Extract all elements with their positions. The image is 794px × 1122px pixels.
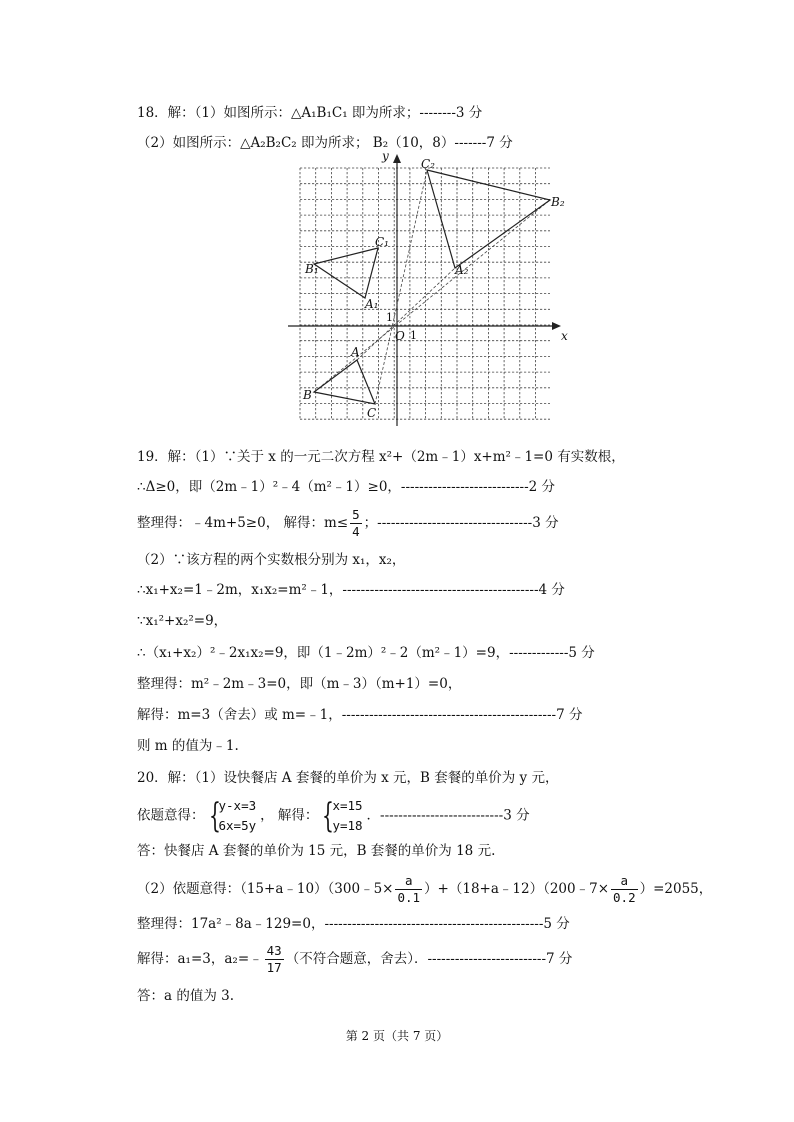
triangle-A1B1C1	[314, 248, 378, 298]
q19-line-6: ∵x₁²+x₂²=9，	[137, 613, 228, 629]
y-axis-label: y	[382, 149, 389, 163]
label-C1: C₁	[375, 235, 389, 249]
equation-system-2	[322, 796, 362, 836]
fraction-5-4	[350, 508, 362, 539]
q19-line-1: 19．解：（1）∵关于 x 的一元二次方程 x²+（2m﹣1）x+m²﹣1=0 有实数根，	[137, 449, 625, 465]
page-footer: 第 2 页（共 7 页）	[345, 1029, 449, 1043]
x-axis-arrow	[552, 322, 561, 330]
label-C2: C₂	[421, 157, 435, 171]
q20-line-3: 答：快餐店 A 套餐的单价为 15 元，B 套餐的单价为 18 元.	[137, 843, 496, 859]
q20-line-2-b: ， 解得：	[260, 807, 319, 824]
unit-x-label: 1	[410, 329, 417, 342]
q20-line-6	[137, 944, 572, 975]
brace-symbol: {	[322, 796, 335, 836]
coordinate-grid-figure	[285, 148, 575, 428]
origin-label: O	[395, 329, 405, 343]
triangle-ABC	[314, 360, 375, 404]
label-B2: B₂	[551, 195, 565, 209]
fraction-denominator: 0.1	[397, 890, 421, 905]
fraction-denominator: 0.2	[613, 890, 636, 905]
q20-line-6-a: 解得：a₁=3，a₂=﹣	[137, 951, 263, 967]
fraction-a-0.1	[395, 874, 422, 905]
q19-line-2: ∴Δ≥0，即（2m﹣1）²﹣4（m²﹣1）≥0，----------------------------2 分	[137, 479, 556, 495]
fraction-denominator: 4	[352, 524, 360, 539]
fraction-numerator: a	[620, 873, 629, 888]
fraction-numerator: 5	[352, 507, 360, 522]
fraction-numerator: a	[405, 873, 413, 888]
q19-line-7: ∴（x₁+x₂）²﹣2x₁x₂=9，即（1﹣2m）²﹣2（m²﹣1）=9，-------------5 分	[137, 645, 595, 661]
label-C: C	[367, 406, 377, 420]
fraction-a-0.2	[611, 874, 638, 905]
q19-line-5: ∴x₁+x₂=1﹣2m，x₁x₂=m²﹣1，-------------------------------------------4 分	[137, 582, 565, 598]
system-row: x=15	[332, 798, 363, 813]
system-row: y=18	[332, 818, 363, 833]
q20-line-4-b: ）+（18+a﹣12）（200﹣7×	[424, 881, 610, 897]
q19-line-8: 整理得：m²﹣2m﹣3=0，即（m﹣3）（m+1）=0，	[137, 676, 462, 692]
q20-line-4-c: ）=2055，	[639, 881, 713, 897]
label-A1: A₁	[365, 297, 379, 311]
system-row: y-x=3	[218, 798, 257, 813]
dashed-grid	[300, 168, 550, 420]
label-A: A	[351, 345, 360, 359]
q20-line-2-c: ．---------------------------3 分	[366, 807, 530, 824]
q20-line-4	[137, 874, 712, 905]
q20-line-1: 20．解：（1）设快餐店 A 套餐的单价为 x 元，B 套餐的单价为 y 元，	[137, 770, 559, 786]
x-axis-label: x	[561, 329, 568, 343]
q19-line-10: 则 m 的值为﹣1.	[137, 738, 239, 754]
unit-y-label: 1	[386, 311, 393, 324]
brace-symbol: {	[208, 796, 221, 836]
y-axis-arrow	[393, 154, 401, 163]
q19-line-4: （2）∵该方程的两个实数根分别为 x₁，x₂，	[137, 552, 406, 568]
label-A2: A₂	[455, 263, 469, 277]
fraction-numerator: 43	[266, 943, 282, 958]
q20-line-5: 整理得：17a²﹣8a﹣129=0，------------------------------------------------5 分	[137, 916, 570, 932]
q18-line-2: （2）如图所示：△A₂B₂C₂ 即为所求； B₂（10，8）-------7 分	[137, 135, 513, 151]
label-B1: B₁	[305, 262, 319, 276]
q19-line-3-a: 整理得：﹣4m+5≥0， 解得：m≤	[137, 515, 349, 531]
q18-line-1: 18．解：（1）如图所示：△A₁B₁C₁ 即为所求；--------3 分	[137, 105, 483, 121]
q20-line-4-a: （2）依题意得：（15+a﹣10）（300﹣5×	[137, 881, 394, 897]
q20-line-6-b: （不符合题意，舍去）．--------------------------7 分	[285, 951, 573, 967]
q20-line-2	[137, 796, 530, 836]
q20-line-2-a: 依题意得：	[137, 807, 205, 824]
fraction-43-17	[265, 944, 284, 975]
q20-line-7: 答：a 的值为 3.	[137, 988, 235, 1004]
fraction-denominator: 17	[266, 960, 282, 975]
q19-line-9: 解得：m=3（舍去）或 m=﹣1，-----------------------------------------------7 分	[137, 707, 583, 723]
system-row: 6x=5y	[218, 818, 257, 833]
q19-line-3	[137, 508, 559, 539]
equation-system-1	[209, 796, 257, 836]
q19-line-3-b: ；----------------------------------3 分	[363, 515, 559, 531]
label-B: B	[303, 388, 312, 402]
